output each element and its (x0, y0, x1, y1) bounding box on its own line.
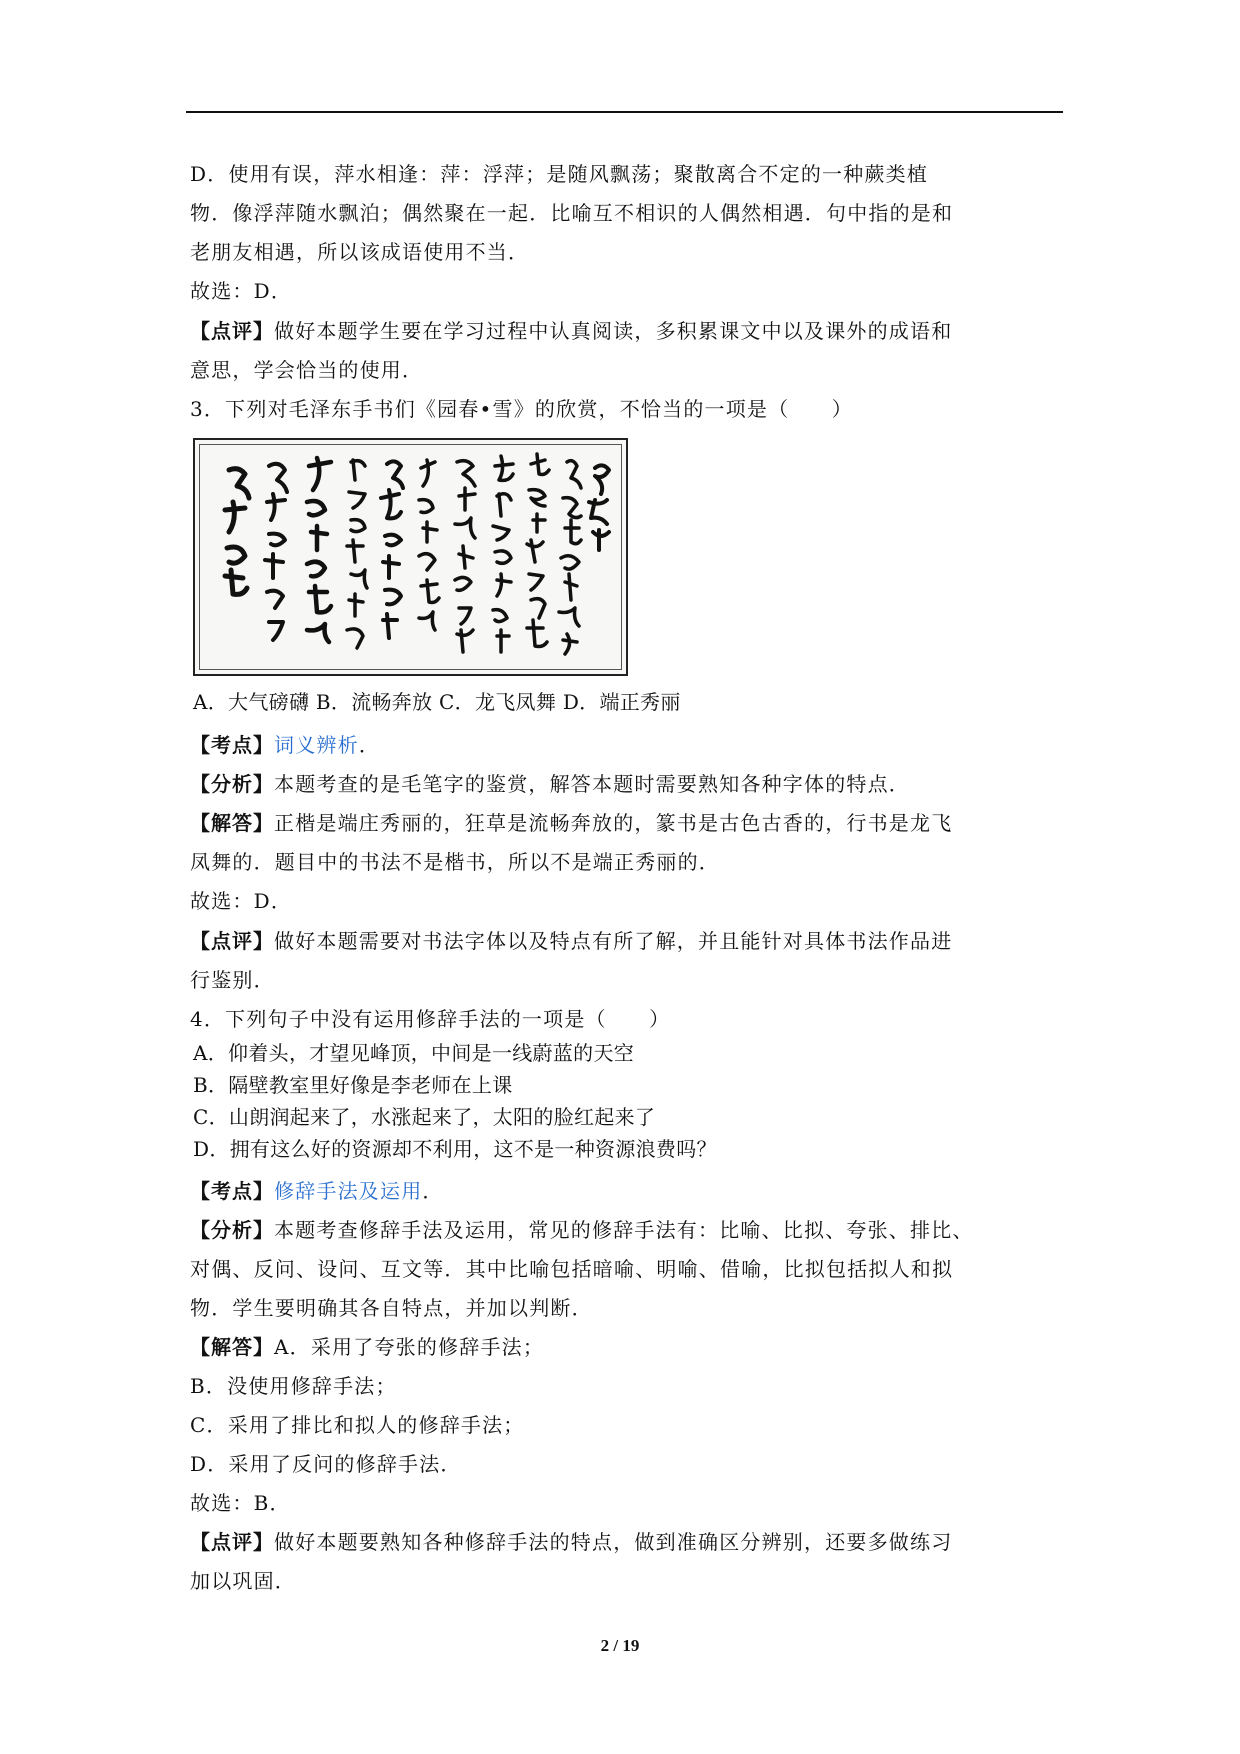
q3-options: A．大气磅礴 B．流畅奔放 C．龙飞凤舞 D．端正秀丽 (193, 690, 681, 714)
q4-jieda-tag: 【解答】 (190, 1335, 274, 1359)
q4-option-d: D．拥有这么好的资源却不利用，这不是一种资源浪费吗？ (193, 1137, 717, 1161)
q4-comment-text: 做好本题要熟知各种修辞手法的特点，做到准确区分辨别，还要多做练习 (274, 1530, 953, 1554)
q3-kaodian-end: ． (358, 733, 381, 757)
q3-fenxi (190, 770, 910, 798)
q3-comment-line2: 行鉴别． (190, 968, 275, 992)
q4-fenxi-tag: 【分析】 (190, 1218, 274, 1242)
q3-jieda-text: 正楷是端庄秀丽的，狂草是流畅奔放的，篆书是古色古香的，行书是龙飞 (274, 811, 953, 835)
header-rule (186, 111, 1063, 113)
q3-comment-line1 (190, 927, 952, 955)
q4-fenxi-line3: 物．学生要明确其各自特点，并加以判断． (190, 1296, 593, 1320)
q2-d-line2: 物．像浮萍随水飘泊；偶然聚在一起．比喻互不相识的人偶然相遇．句中指的是和 (190, 201, 954, 225)
q4-jieda-a-text: A．采用了夸张的修辞手法； (274, 1335, 545, 1359)
q4-jieda-d: D．采用了反问的修辞手法． (190, 1452, 462, 1476)
q3-kaodian-tag: 【考点】 (190, 733, 274, 757)
q2-comment-tag: 【点评】 (190, 319, 274, 343)
q3-comment-text: 做好本题需要对书法字体以及特点有所了解，并且能针对具体书法作品进 (274, 929, 953, 953)
q2-comment-line1 (190, 317, 952, 345)
q4-jieda-b: B．没使用修辞手法； (190, 1374, 397, 1398)
calligraphy-image (193, 438, 628, 676)
q3-jieda-line2: 凤舞的．题目中的书法不是楷书，所以不是端正秀丽的． (190, 850, 720, 874)
q3-question: 3．下列对毛泽东手书们《园春•雪》的欣赏，不恰当的一项是（ ） (190, 397, 853, 421)
q2-d-line3: 老朋友相遇，所以该成语使用不当． (190, 240, 530, 264)
q3-comment-tag: 【点评】 (190, 929, 274, 953)
q4-kaodian-link[interactable]: 修辞手法及运用 (274, 1179, 423, 1203)
q3-kaodian-link[interactable]: 词义辨析 (274, 733, 359, 757)
q4-question: 4．下列句子中没有运用修辞手法的一项是（ ） (190, 1007, 671, 1031)
q4-fenxi-text: 本题考查修辞手法及运用，常见的修辞手法有：比喻、比拟、夸张、排比、 (274, 1218, 974, 1242)
q4-jieda-c: C．采用了排比和拟人的修辞手法； (190, 1413, 525, 1437)
q4-comment-tag: 【点评】 (190, 1530, 274, 1554)
q3-jieda-line1 (190, 809, 952, 837)
q2-comment-line2: 意思，学会恰当的使用． (190, 358, 424, 382)
q4-kaodian-end: ． (422, 1179, 444, 1203)
q3-answer: 故选：D． (190, 889, 293, 913)
q3-fenxi-text: 本题考查的是毛笔字的鉴赏，解答本题时需要熟知各种字体的特点． (274, 772, 910, 796)
q3-jieda-tag: 【解答】 (190, 811, 274, 835)
q4-comment-line2: 加以巩固． (190, 1569, 296, 1593)
q4-option-c: C．山朗润起来了，水涨起来了，太阳的脸红起来了 (193, 1105, 656, 1129)
q4-comment-line1 (190, 1528, 952, 1556)
page-number: 2 / 19 (600, 1636, 640, 1655)
q4-answer: 故选：B． (190, 1491, 291, 1515)
q2-comment-text: 做好本题学生要在学习过程中认真阅读，多积累课文中以及课外的成语和 (274, 319, 953, 343)
q3-kaodian (190, 731, 380, 759)
q4-kaodian-tag: 【考点】 (190, 1179, 274, 1203)
q4-option-a: A．仰着头，才望见峰顶，中间是一线蔚蓝的天空 (193, 1041, 635, 1065)
q4-jieda-a (190, 1333, 544, 1361)
q4-fenxi-line1 (190, 1216, 974, 1244)
q2-answer: 故选：D． (190, 279, 293, 303)
q4-fenxi-line2: 对偶、反问、设问、互文等．其中比喻包括暗喻、明喻、借喻，比拟包括拟人和拟 (190, 1257, 954, 1281)
q4-option-b: B．隔壁教室里好像是李老师在上课 (193, 1073, 513, 1097)
q3-fenxi-tag: 【分析】 (190, 772, 274, 796)
q4-kaodian (190, 1177, 444, 1205)
q2-d-line1: D．使用有误，萍水相逢：萍：浮萍；是随风飘荡；聚散离合不定的一种蕨类植 (190, 162, 929, 186)
